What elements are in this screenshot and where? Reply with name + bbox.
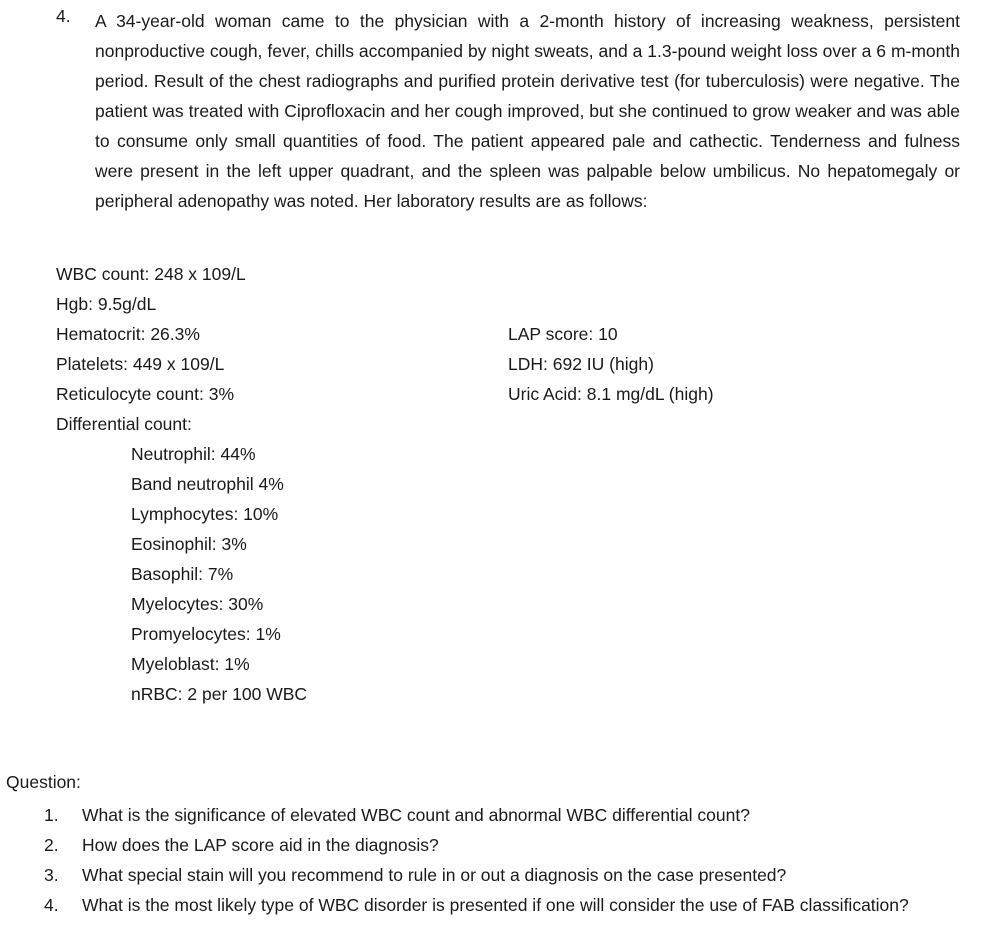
diff-nrbc: nRBC: 2 per 100 WBC [131, 684, 308, 704]
question-number: 3. [44, 865, 59, 885]
differential-count-list [131, 439, 307, 709]
lab-ldh: LDH: 692 IU (high) [508, 354, 654, 374]
lab-wbc-count: WBC count: 248 x 109/L [56, 264, 246, 284]
diff-neutrophil: Neutrophil: 44% [131, 444, 256, 464]
lab-hgb: Hgb: 9.5g/dL [56, 294, 157, 314]
diff-myelocytes: Myelocytes: 30% [131, 594, 264, 614]
case-narrative: A 34-year-old woman came to the physician with a 2-month history of increasing weakness, persistent nonproductive cough, fever, chills accompanied by night sweats, and a 1.3-pound weight loss over a 6 m-month period. Result of the chest radiographs and purified protein derivative test (for tuberculosis) were negative. The patient was treated with Ciprofloxacin and her cough improved, but she continued to grow weaker and was able to consume only small quantities of food. The patient appeared pale and cathectic. Tenderness and fulness were present in the left upper quadrant, and the spleen was palpable below umbilicus. No hepatomegaly or peripheral adenopathy was noted. Her laboratory results are as follows: [95, 11, 960, 211]
lab-lap-score: LAP score: 10 [508, 324, 618, 344]
question-heading: Question: [6, 772, 81, 792]
lab-results-left [56, 259, 246, 439]
question-number: 4. [44, 895, 59, 915]
diff-band-neutrophil: Band neutrophil 4% [131, 474, 284, 494]
diff-eosinophil: Eosinophil: 3% [131, 534, 247, 554]
lab-uric-acid: Uric Acid: 8.1 mg/dL (high) [508, 384, 714, 404]
diff-myeloblast: Myeloblast: 1% [131, 654, 250, 674]
diff-basophil: Basophil: 7% [131, 564, 234, 584]
question-text: How does the LAP score aid in the diagnosis? [82, 835, 439, 855]
diff-promyelocytes: Promyelocytes: 1% [131, 624, 281, 644]
lab-reticulocyte: Reticulocyte count: 3% [56, 384, 235, 404]
lab-differential-heading: Differential count: [56, 414, 192, 434]
lab-results-right [508, 319, 714, 409]
diff-lymphocytes: Lymphocytes: 10% [131, 504, 279, 524]
question-number: 2. [44, 835, 59, 855]
lab-platelets: Platelets: 449 x 109/L [56, 354, 225, 374]
question-text: What is the significance of elevated WBC count and abnormal WBC differential count? [82, 805, 750, 825]
question-text: What special stain will you recommend to rule in or out a diagnosis on the case presented? [82, 865, 787, 885]
lab-hematocrit: Hematocrit: 26.3% [56, 324, 200, 344]
question-text: What is the most likely type of WBC disorder is presented if one will consider the use of FAB classification? [82, 895, 909, 915]
case-number: 4. [56, 6, 71, 26]
question-number: 1. [44, 805, 59, 825]
